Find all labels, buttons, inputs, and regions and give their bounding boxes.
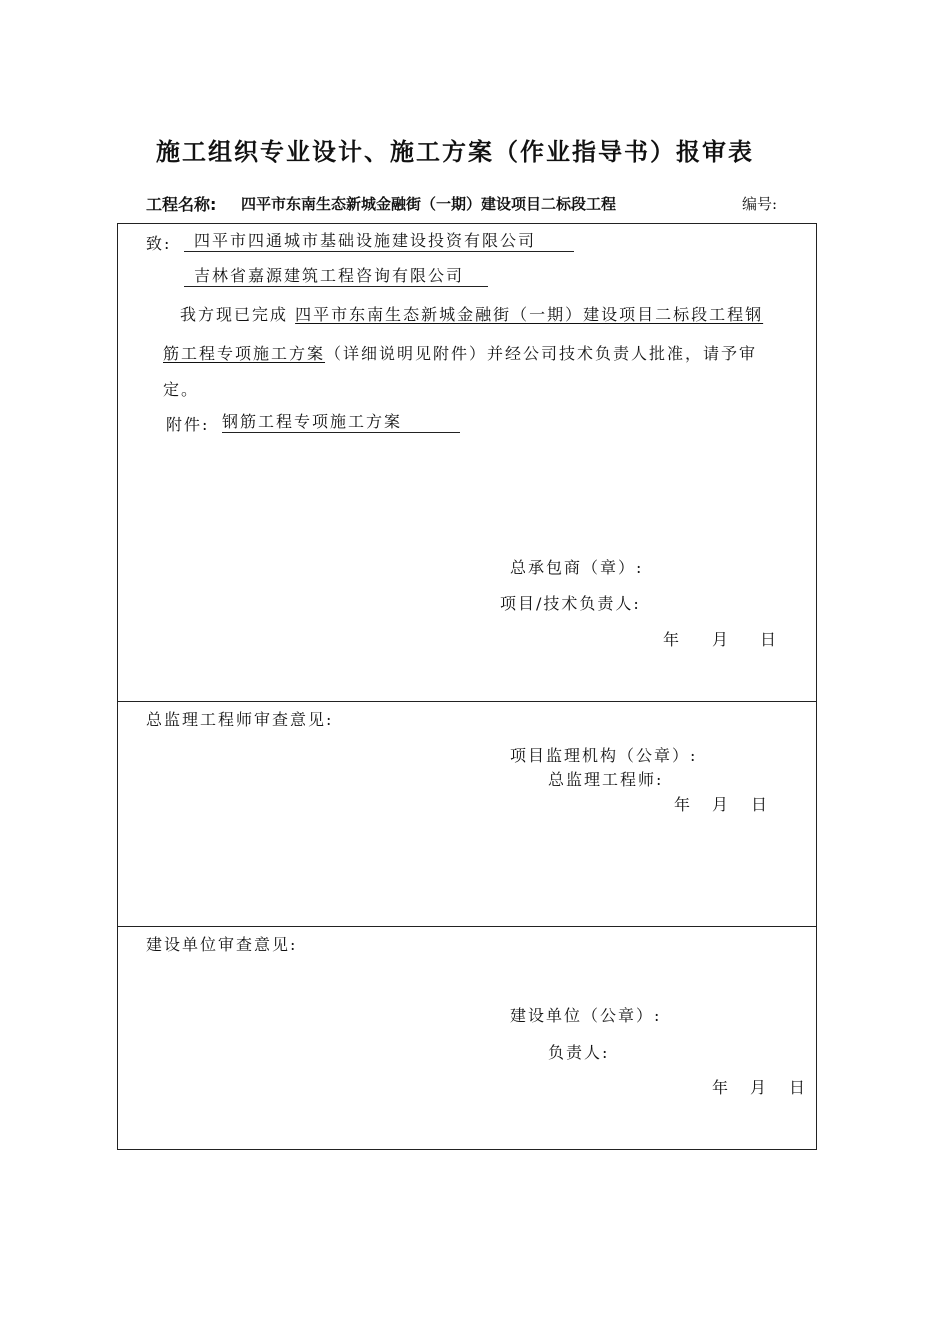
section1-date-year: 年 xyxy=(663,630,682,649)
body-prefix: 我方现已完成 xyxy=(180,305,289,324)
body-line-1 xyxy=(180,302,763,325)
to-label: 致: xyxy=(146,234,172,253)
body-project-line1: 四平市东南生态新城金融街（一期）建设项目二标段工程钢 xyxy=(295,305,764,324)
section1-date-month: 月 xyxy=(712,630,731,649)
attachment-label: 附件: xyxy=(166,415,210,434)
form-title: 施工组织专业设计、施工方案（作业指导书）报审表 xyxy=(156,138,754,166)
recipient-consultant xyxy=(184,266,488,287)
section1-date-day: 日 xyxy=(760,630,779,649)
body-suffix-line2: （详细说明见附件）并经公司技术负责人批准，请予审 xyxy=(325,344,758,363)
supervision-org-stamp-label: 项目监理机构（公章）: xyxy=(510,746,698,765)
recipient-consultant-text: 吉林省嘉源建筑工程咨询有限公司 xyxy=(184,266,488,287)
chief-engineer-review-heading: 总监理工程师审查意见: xyxy=(146,710,334,729)
section2-date-month: 月 xyxy=(712,795,731,814)
recipient-owner xyxy=(184,231,574,252)
body-line-3: 定。 xyxy=(163,380,200,399)
owner-review-heading: 建设单位审查意见: xyxy=(146,935,298,954)
owner-unit-stamp-label: 建设单位（公章）: xyxy=(510,1006,662,1025)
body-line-2 xyxy=(163,341,757,364)
section-divider-2 xyxy=(118,926,816,927)
owner-responsible-label: 负责人: xyxy=(548,1043,610,1062)
section3-date-month: 月 xyxy=(750,1078,769,1097)
attachment-value-text: 钢筋工程专项施工方案 xyxy=(222,412,460,433)
section3-date-year: 年 xyxy=(712,1078,731,1097)
attachment-value xyxy=(222,412,460,433)
recipient-owner-text: 四平市四通城市基础设施建设投资有限公司 xyxy=(184,231,574,252)
chief-engineer-signature-label: 总监理工程师: xyxy=(548,770,664,789)
section2-date-year: 年 xyxy=(674,795,693,814)
section3-date-day: 日 xyxy=(789,1078,808,1097)
serial-number-label: 编号: xyxy=(742,195,778,213)
project-name-value: 四平市东南生态新城金融街（一期）建设项目二标段工程 xyxy=(241,195,617,213)
section2-date-day: 日 xyxy=(751,795,770,814)
section-divider-1 xyxy=(118,701,816,702)
contractor-stamp-label: 总承包商（章）: xyxy=(510,558,644,577)
body-project-line2: 筋工程专项施工方案 xyxy=(163,344,326,363)
tech-lead-label: 项目/技术负责人: xyxy=(500,594,641,613)
project-name-label: 工程名称: xyxy=(146,195,217,214)
